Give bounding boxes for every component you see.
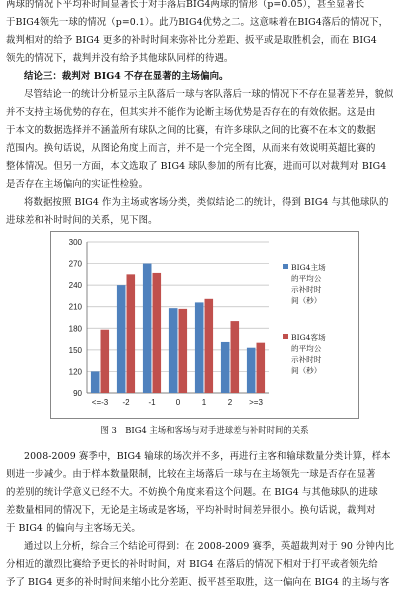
bar-home <box>169 308 178 393</box>
text-line: 两球的情况下平均补时间显著长于对手落后BIG4两球的情形（p=0.05），甚至显著长 <box>6 0 365 10</box>
text-line: 裁判相对的给予 BIG4 更多的补时时间来弥补比分差距、扳平或是取胜机会，而在 BIG4 <box>6 35 377 46</box>
x-tick-label: >=3 <box>249 398 263 407</box>
y-tick-label: 300 <box>68 238 82 247</box>
text-line: 范围内。换句话说，从图论角度上而言，并不是一个完全图，从而来有效说明英超比赛的 <box>6 143 376 154</box>
legend-label-away: 间（秒） <box>291 366 322 375</box>
bar-away <box>127 274 136 393</box>
text-line: 尽管结论一的统计分析显示主队落后一球与客队落后一球的情况下不存在显著差异，貌似 <box>24 89 394 100</box>
paragraph-1 <box>6 0 404 68</box>
text-line: 予了 BIG4 更多的补时时间来缩小比分差距、扳平甚至取胜，这一偏向在 BIG4 的主场与客 <box>6 577 390 588</box>
legend-swatch-away <box>283 334 288 339</box>
bar-away <box>257 343 266 393</box>
bar-chart <box>50 231 359 419</box>
text-line: 并不支持主场优势的存在，但其实并不能作为论断主场优势是否存在的有效依据。这是由 <box>6 107 376 118</box>
paragraph-3 <box>6 194 404 230</box>
x-tick-label: -2 <box>122 398 130 407</box>
bar-away <box>205 299 214 393</box>
chart-canvas <box>51 232 358 418</box>
bar-away <box>101 330 110 393</box>
text-line: 的差别的统计学意义已经不大。不妨换个角度来看这个问题。在 BIG4 与其他球队的进球 <box>6 487 378 498</box>
legend-label-away: 示补时时 <box>291 355 322 364</box>
legend-label-home: 间（秒） <box>291 296 322 305</box>
x-tick-label: 2 <box>227 398 233 407</box>
x-tick-label: 1 <box>201 398 207 407</box>
text-line: 分相近的激烈比赛给予更长的补时时间，对 BIG4 在落后的情况下相对于打平或者领先给 <box>6 559 378 570</box>
y-tick-label: 270 <box>68 259 82 269</box>
bar-away <box>153 273 162 393</box>
x-tick-label: -1 <box>148 398 156 407</box>
text-line: 进球差和补时时间的关系，见下图。 <box>6 215 158 226</box>
y-tick-label: 120 <box>68 367 82 377</box>
paragraph-2 <box>6 86 404 194</box>
text-line: 将数据按照 BIG4 作为主场或客场分类，类似结论二的统计，得到 BIG4 与其他球队的 <box>24 197 389 208</box>
y-tick-label: 180 <box>68 324 82 334</box>
paragraph-4 <box>6 448 404 538</box>
y-tick-label: 240 <box>68 281 82 291</box>
y-tick-label: 150 <box>68 345 82 355</box>
text-line: 整体情况。但另一方面，本文选取了 BIG4 球队参加的所有比赛，进而可以对裁判对 BIG4 <box>6 161 387 172</box>
y-tick-label: 90 <box>73 389 82 398</box>
text-line: 于本文的数据选择并不涵盖所有球队之间的比赛，有许多球队之间的比赛不在本文的数据 <box>6 125 376 136</box>
bar-home <box>143 264 152 393</box>
text-line: 是否存在主场偏向的实证性检验。 <box>6 179 149 190</box>
bar-home <box>91 371 100 393</box>
text-line: 2008-2009 赛季中，BIG4 输球的场次并不多，再进行主客和输球数量分类计算，样本 <box>24 451 391 462</box>
text-line: 则进一步减少。由于样本数量限制，比较在主场落后一球与在主场领先一球是否存在显著 <box>6 469 376 480</box>
legend-label-away: 的平均公 <box>291 344 322 353</box>
legend-swatch-home <box>283 264 288 269</box>
bar-home <box>247 348 256 393</box>
x-tick-label: <=-3 <box>91 398 109 407</box>
text-line: 差数量相同的情况下，无论是主场或是客场，平均补时时间差异很小。换句话说，裁判对 <box>6 505 376 516</box>
paragraph-5 <box>6 538 404 592</box>
figure-caption: 图 3 BIG4 主场和客场与对手进球差与补时时间的关系 <box>100 425 309 435</box>
bar-home <box>117 285 126 393</box>
text-line: 通过以上分析，综合三个结论可得到：在 2008-2009 赛季，英超裁判对于 90 分钟内比 <box>24 541 394 552</box>
legend-label-away: BIG4客场 <box>291 333 326 342</box>
section-heading: 结论三：裁判对 BIG4 不存在显著的主场偏向。 <box>24 71 229 82</box>
x-tick-label: 0 <box>175 398 181 407</box>
y-tick-label: 210 <box>68 302 82 312</box>
legend-label-home: 示补时时 <box>291 285 322 294</box>
bar-away <box>179 309 188 393</box>
bar-away <box>231 321 240 393</box>
text-line: 于BIG4领先一球的情况（p=0.1）。此乃BIG4优势之二。这意味着在BIG4落后的情况下， <box>6 17 389 28</box>
bar-home <box>221 342 230 393</box>
legend-label-home: BIG4主场 <box>291 263 326 272</box>
text-line: 于 BIG4 的偏向与主客场无关。 <box>6 523 141 534</box>
legend-label-home: 的平均公 <box>291 274 322 283</box>
bar-home <box>195 302 204 393</box>
text-line: 领先的情况下，裁判并没有给予其他球队同样的待遇。 <box>6 53 234 64</box>
